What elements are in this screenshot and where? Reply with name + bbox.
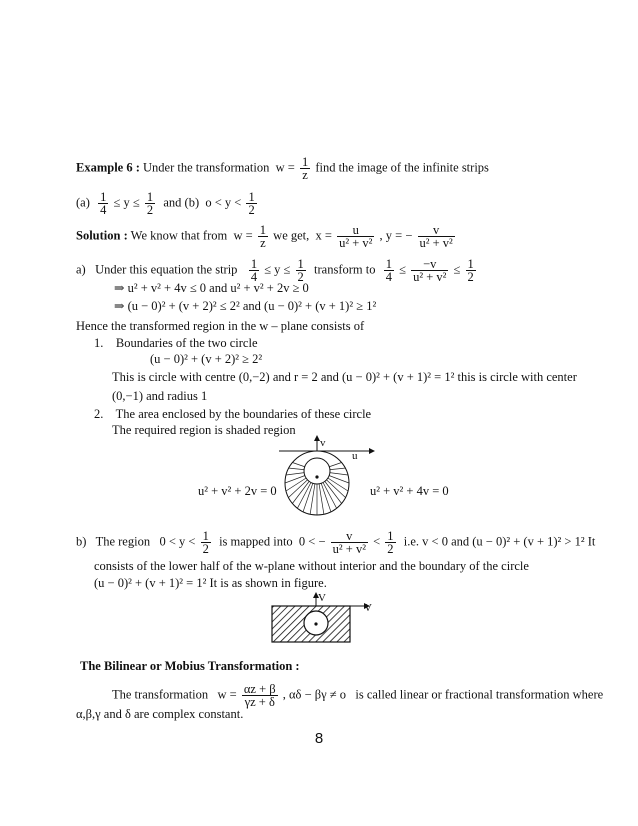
inequality: ≤: [453, 262, 461, 277]
fraction: [98, 191, 108, 216]
fraction-numerator: 1: [250, 257, 258, 271]
fraction-denominator: 4: [100, 203, 107, 217]
example-line: [76, 156, 489, 181]
fraction: [418, 224, 455, 249]
fraction-numerator: 1: [385, 257, 392, 271]
list-subtext: The required region is shaded region: [112, 423, 296, 437]
inequality: ≤ y ≤: [113, 195, 140, 210]
parts-line: [76, 191, 259, 216]
fraction-numerator: 1: [301, 155, 309, 169]
solution-text: We know that from: [130, 228, 228, 243]
circle-equation: (u − 0)² + (v + 2)² ≥ 2²: [150, 352, 263, 366]
page-number: 8: [314, 730, 324, 747]
fraction-numerator: −v: [411, 258, 448, 271]
list-text: The area enclosed by the boundaries of these circle: [115, 407, 372, 421]
fraction: [258, 224, 268, 249]
bilinear-text: is called linear or fractional transformation where: [355, 687, 604, 702]
list-item-1: [94, 335, 258, 351]
equation: , y = −: [379, 228, 413, 243]
fraction-numerator: v: [331, 530, 368, 543]
fraction-denominator: 2: [467, 270, 474, 284]
right-circle-label: u² + v² + 4v = 0: [370, 484, 449, 498]
inequality: o < y <: [205, 195, 242, 210]
center-dot: [315, 475, 318, 478]
fraction: [145, 191, 155, 216]
list-number: 1.: [94, 336, 104, 350]
bilinear-line: [112, 683, 603, 708]
equation: w =: [233, 228, 253, 243]
and-b-label: and (b): [163, 195, 200, 210]
fraction-numerator: 1: [146, 190, 154, 204]
equation: w =: [217, 687, 237, 702]
fraction-denominator: 2: [146, 203, 154, 217]
center-dot: [314, 622, 317, 625]
fraction-numerator: 1: [100, 190, 107, 204]
list-text: Boundaries of the two circle: [115, 336, 258, 350]
hence-line: Hence the transformed region in the w – plane consists of: [76, 319, 365, 333]
list-item-2: [94, 406, 371, 422]
fraction-numerator: 1: [387, 529, 394, 543]
fraction-denominator: u² + v²: [332, 542, 366, 556]
left-circle-label: u² + v² + 2v = 0: [198, 484, 277, 498]
fraction-denominator: z: [260, 236, 266, 250]
inequality: ≤ y ≤: [264, 262, 291, 277]
fraction: [331, 530, 368, 555]
inequality: <: [373, 534, 381, 549]
inner-circle: [304, 458, 330, 484]
solution-text: we get,: [273, 228, 310, 243]
example-intro: Under the transformation: [143, 160, 270, 175]
fraction-numerator: u: [337, 224, 374, 237]
fraction: [385, 530, 395, 555]
fraction: [242, 683, 278, 708]
list-number: 2.: [94, 407, 104, 421]
bilinear-heading: The Bilinear or Mobius Transformation :: [80, 659, 300, 673]
part-a-label: a): [76, 262, 86, 277]
fraction: [411, 258, 448, 283]
implies-line-1: ⇒ u² + v² + 4v ≤ 0 and u² + v² + 2v ≥ 0: [114, 281, 309, 295]
fraction: [466, 258, 476, 283]
part-a-text: transform to: [314, 262, 376, 277]
condition: , αδ − βγ ≠ o: [282, 687, 346, 702]
fraction-denominator: 2: [202, 542, 209, 556]
part-b-line-2: consists of the lower half of the w-plane without interior and the boundary of the circle: [94, 559, 529, 573]
transform-fraction: [300, 156, 310, 181]
inequality: 0 < −: [298, 534, 326, 549]
fraction-denominator: γz + δ: [244, 695, 275, 709]
fraction-denominator: 2: [297, 270, 304, 284]
fraction-denominator: u² + v²: [419, 236, 453, 250]
fraction-denominator: u² + v²: [413, 270, 447, 284]
part-b-text: The region: [95, 534, 151, 549]
fraction-denominator: 2: [248, 203, 255, 217]
solution-heading: Solution :: [76, 228, 128, 243]
part-b-label: b): [76, 534, 87, 549]
part-b-line: [76, 530, 595, 555]
part-b-text: is mapped into: [219, 534, 293, 549]
part-b-text: i.e. v < 0 and (u − 0)² + (v + 1)² > 1² It: [403, 534, 596, 549]
fraction: [201, 530, 211, 555]
inequality: ≤: [399, 262, 406, 277]
fraction: [384, 258, 394, 283]
bilinear-text: The transformation: [112, 687, 209, 702]
part-a-label: (a): [76, 195, 90, 210]
example-heading: Example 6 :: [76, 160, 140, 175]
circle-description-2: (0,−1) and radius 1: [112, 389, 208, 403]
fraction-numerator: αz + β: [243, 682, 276, 696]
fraction-denominator: u² + v²: [339, 236, 373, 250]
fraction-numerator: 1: [259, 223, 267, 237]
fraction-denominator: 2: [387, 542, 394, 556]
fraction: [337, 224, 374, 249]
fraction-numerator: 1: [297, 257, 304, 271]
fraction-numerator: 1: [467, 257, 474, 271]
fraction-numerator: 1: [248, 190, 255, 204]
axis-label-v: v: [320, 437, 326, 449]
fraction-numerator: v: [418, 224, 455, 237]
inequality: 0 < y <: [159, 534, 196, 549]
part-b-line-3: (u − 0)² + (v + 1)² = 1² It is as shown in figure.: [94, 576, 327, 590]
axis-label-v: V: [318, 592, 326, 604]
implies-line-2: ⇒ (u − 0)² + (v + 2)² ≤ 2² and (u − 0)² + (v + 1)² ≥ 1²: [114, 299, 377, 313]
fraction-denominator: 4: [385, 270, 392, 284]
axis-label-u: u: [352, 450, 358, 462]
example-tail: find the image of the infinite strips: [315, 160, 489, 175]
circle-description-1: This is circle with centre (0,−2) and r = 2 and (u − 0)² + (v + 1)² = 1² this is circle with center: [112, 370, 577, 384]
fraction: [246, 191, 256, 216]
part-a-text: Under this equation the strip: [95, 262, 238, 277]
fraction-denominator: z: [302, 168, 308, 182]
solution-line: [76, 224, 457, 249]
fraction-numerator: 1: [202, 529, 209, 543]
axis-label-right: V: [364, 602, 372, 614]
bilinear-line-2: α,β,γ and δ are complex constant.: [76, 707, 244, 721]
transform-lhs: w =: [275, 160, 295, 175]
equation: x =: [315, 228, 332, 243]
fraction-denominator: 4: [250, 270, 258, 284]
arrow-icon: [369, 448, 375, 454]
